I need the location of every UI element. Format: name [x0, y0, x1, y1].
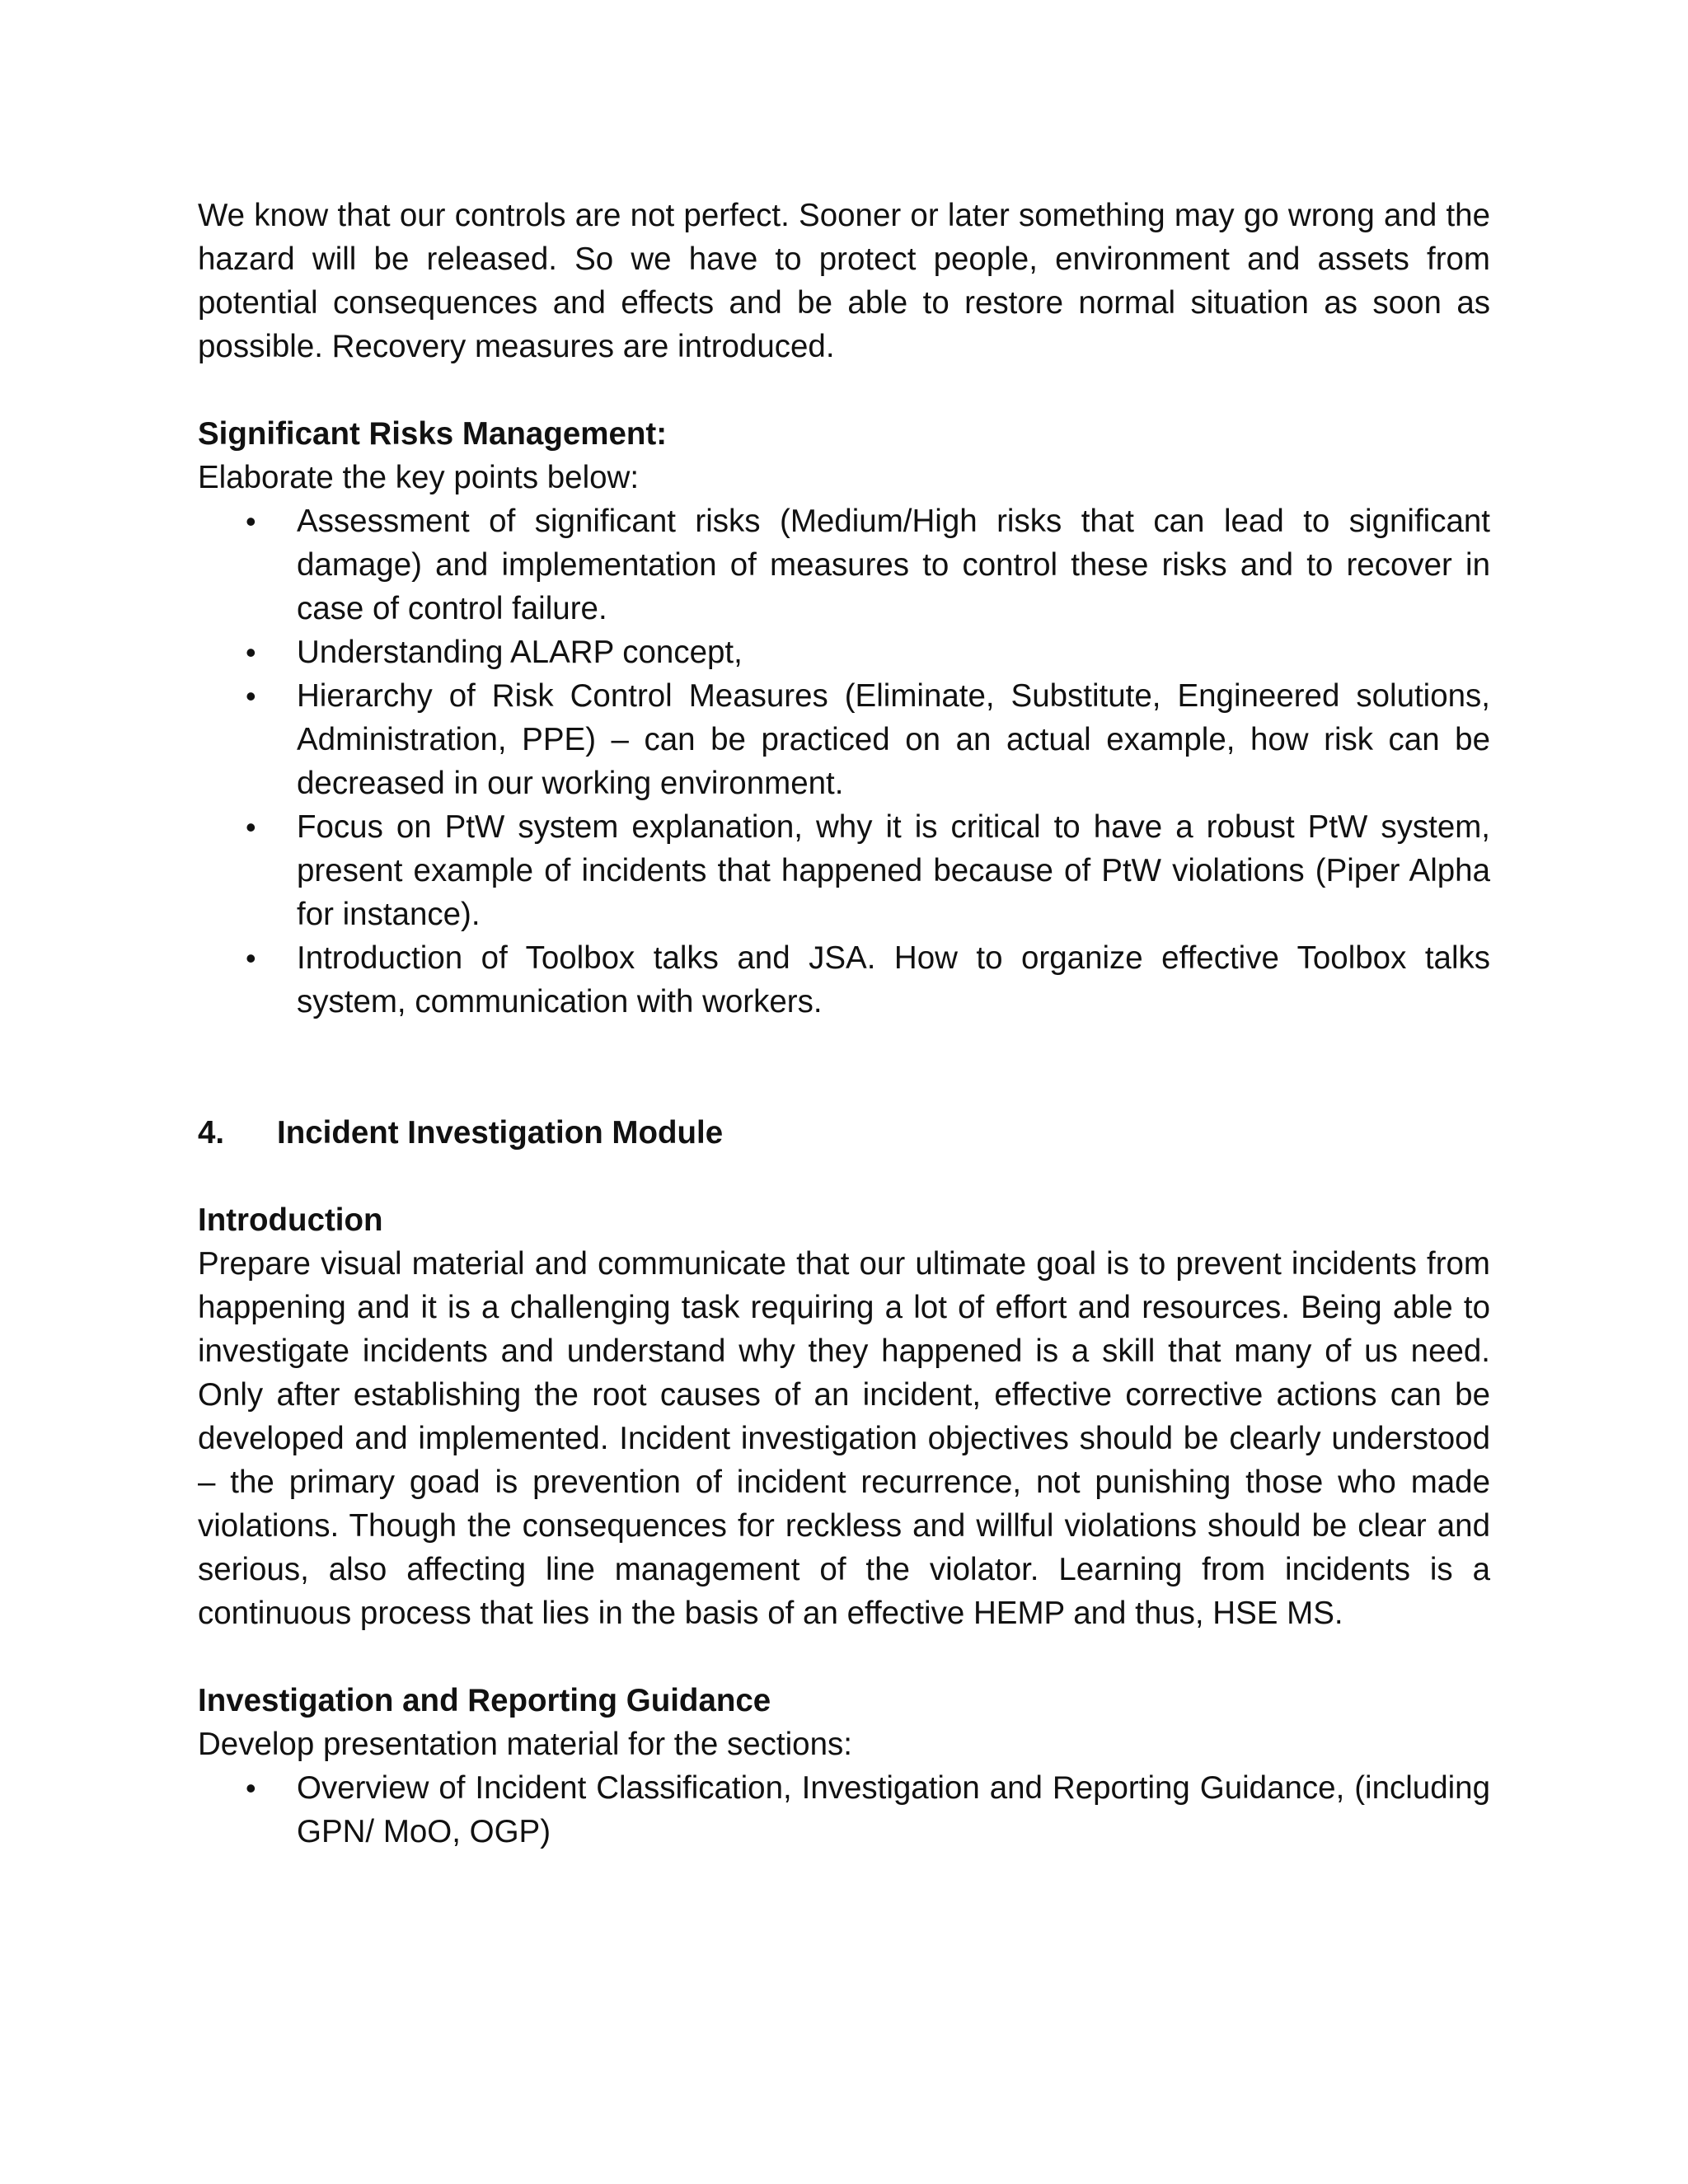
investigation-guidance-lead: Develop presentation material for the sections:	[198, 1727, 852, 1762]
introduction-body: Prepare visual material and communicate that our ultimate goal is to prevent incidents from happening and it is a challenging task requiring a lot of effort and resources. Being able to investigate incidents and understand why they happened is a skill that many of us need. Only after establishing the root causes of an incident, effective corrective actions can be developed and implemented. Incident investigation objectives should be clearly understood – the primary goad is prevention of incident recurrence, not punishing those who made violations. Though the consequences for reckless and willful violations should be clear and serious, also affecting line management of the violator. Learning from incidents is a continuous process that lies in the basis of an effective HEMP and thus, HSE MS.	[198, 1246, 1490, 1631]
list-item	[198, 499, 1490, 630]
investigation-guidance-list	[198, 1766, 1490, 1854]
investigation-guidance-heading: Investigation and Reporting Guidance	[198, 1683, 771, 1718]
list-item-text: Hierarchy of Risk Control Measures (Eliminate, Substitute, Engineered solutions, Administration, PPE) – can be practiced on an actual example, how risk can be decreased in our working environment.	[297, 678, 1490, 801]
introduction-heading: Introduction	[198, 1202, 383, 1238]
spacer	[198, 1635, 1490, 1679]
section-heading	[198, 1111, 1490, 1155]
intro-paragraph: We know that our controls are not perfect. Sooner or later something may go wrong and the hazard will be released. So we have to protect people, environment and assets from potential consequences and effects and be able to restore normal situation as soon as possible. Recovery measures are introduced.	[198, 198, 1490, 364]
significant-risks-heading: Significant Risks Management:	[198, 416, 668, 452]
list-item	[198, 674, 1490, 805]
list-item	[198, 936, 1490, 1024]
spacer	[198, 368, 1490, 412]
bullet-icon: •	[246, 1771, 256, 1805]
list-item-text: Introduction of Toolbox talks and JSA. How to organize effective Toolbox talks system, communication with workers.	[297, 940, 1490, 1019]
list-item	[198, 805, 1490, 936]
section-number: 4.	[198, 1115, 225, 1151]
list-item	[198, 630, 1490, 674]
document-page	[198, 194, 1490, 1854]
significant-risks-list	[198, 499, 1490, 1024]
spacer	[198, 1024, 1490, 1111]
list-item-text: Assessment of significant risks (Medium/High risks that can lead to significant damage) and implementation of measures to control these risks and to recover in case of control failure.	[297, 504, 1490, 626]
list-item-text: Focus on PtW system explanation, why it is critical to have a robust PtW system, present example of incidents that happened because of PtW violations (Piper Alpha for instance).	[297, 809, 1490, 932]
bullet-icon: •	[246, 810, 256, 844]
spacer	[198, 1155, 1490, 1198]
bullet-icon: •	[246, 679, 256, 713]
list-item-text: Understanding ALARP concept,	[297, 635, 743, 670]
bullet-icon: •	[246, 635, 256, 669]
bullet-icon: •	[246, 504, 256, 538]
significant-risks-lead: Elaborate the key points below:	[198, 460, 640, 495]
list-item	[198, 1766, 1490, 1854]
bullet-icon: •	[246, 941, 256, 975]
section-title: Incident Investigation Module	[277, 1115, 724, 1151]
list-item-text: Overview of Incident Classification, Investigation and Reporting Guidance, (including GPN/ MoO, OGP)	[297, 1770, 1490, 1849]
